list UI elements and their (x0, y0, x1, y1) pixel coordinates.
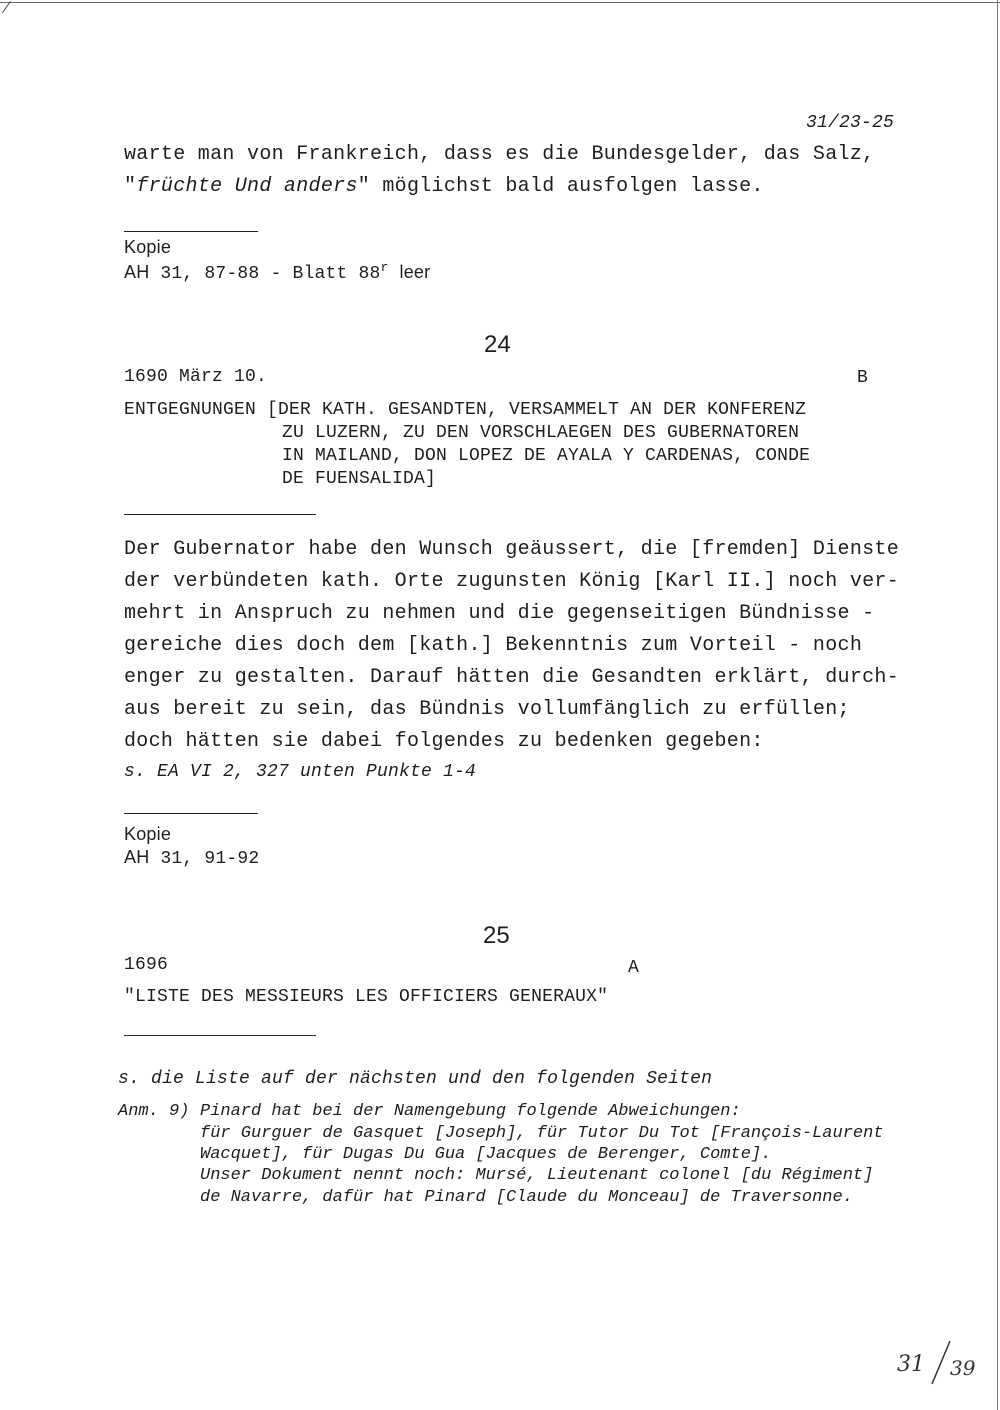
source-reference (124, 260, 430, 284)
source-archive-code: AH (124, 262, 150, 282)
document-date: 1690 März 10. (124, 367, 268, 387)
source-leer: leer (399, 262, 431, 282)
see-note: s. die Liste auf der nächsten und den folgenden Seiten (118, 1069, 713, 1089)
quoted-phrase: früchte Und anders (136, 175, 358, 198)
page-reference: 31/23-25 (806, 113, 895, 133)
continued-text-line-1: warte man von Frankreich, dass es die Bundesgelder, das Salz, (124, 143, 875, 166)
body-line-3: mehrt in Anspruch zu nehmen und die gegenseitigen Bündnisse - (124, 602, 875, 625)
document-title: "LISTE DES MESSIEURS LES OFFICIERS GENERAUX" (124, 987, 609, 1007)
source-reference (124, 847, 259, 869)
separator-rule (124, 1035, 316, 1036)
document-number-25: 25 (483, 922, 510, 949)
annotation-label: Anm. 9) (118, 1102, 190, 1121)
source-kopie-label: Kopie (124, 824, 172, 844)
top-edge-line (0, 2, 1000, 3)
annotation-line-4: Unser Dokument nennt noch: Mursé, Lieutenant colonel [du Régiment] (200, 1166, 874, 1185)
source-kopie-label: Kopie (124, 237, 172, 257)
right-edge-line (997, 0, 998, 1410)
body-line-7: doch hätten sie dabei folgendes zu bedenken gegeben: (124, 730, 764, 753)
source-folio-text: 31, 87-88 - Blatt 88 (160, 264, 381, 284)
body-line-1: Der Gubernator habe den Wunsch geäussert, die [fremden] Dienste (124, 538, 900, 561)
body-line-6: aus bereit zu sein, das Bündnis vollumfänglich zu erfüllen; (124, 698, 850, 721)
body-line-2: der verbündeten kath. Orte zugunsten König [Karl II.] noch ver- (124, 570, 900, 593)
continued-text-rest: " möglichst bald ausfolgen lasse. (357, 175, 764, 198)
separator-rule (124, 813, 258, 814)
document-type-mark: A (628, 958, 640, 978)
source-archive-code: AH (124, 847, 150, 867)
document-title-line-4: DE FUENSALIDA] (282, 469, 437, 489)
source-folio-text: 31, 91-92 (160, 849, 260, 869)
separator-rule (124, 231, 258, 232)
source-folio-superscript: r (380, 260, 389, 275)
quote-open: " (124, 175, 137, 198)
annotation-line-1: Pinard hat bei der Namengebung folgende Abweichungen: (200, 1102, 741, 1121)
edition-reference: s. EA VI 2, 327 unten Punkte 1-4 (124, 762, 477, 782)
annotation-line-3: Wacquet], für Dugas Du Gua [Jacques de Berenger, Comte]. (200, 1145, 772, 1164)
annotation-line-5: de Navarre, dafür hat Pinard [Claude du Monceau] de Traversonne. (200, 1188, 853, 1207)
document-title-line-2: ZU LUZERN, ZU DEN VORSCHLAEGEN DES GUBERNATOREN (282, 423, 800, 443)
handwritten-folio-a: 31 (897, 1352, 925, 1377)
document-title-line-3: IN MAILAND, DON LOPEZ DE AYALA Y CARDENAS, CONDE (282, 446, 811, 466)
document-number-24: 24 (484, 331, 511, 358)
body-line-4: gereiche dies doch dem [kath.] Bekenntnis zum Vorteil - noch (124, 634, 863, 657)
document-title-line-1: ENTGEGNUNGEN [DER KATH. GESANDTEN, VERSAMMELT AN DER KONFERENZ (124, 400, 807, 420)
handwritten-folio-b: 39 (950, 1356, 976, 1380)
separator-rule (124, 514, 316, 515)
annotation-line-2: für Gurguer de Gasquet [Joseph], für Tutor Du Tot [François-Laurent (200, 1124, 884, 1143)
document-type-mark: B (857, 368, 869, 388)
continued-text-line-2 (124, 175, 764, 198)
body-line-5: enger zu gestalten. Darauf hätten die Gesandten erklärt, durch- (124, 666, 900, 689)
document-date: 1696 (124, 955, 169, 975)
